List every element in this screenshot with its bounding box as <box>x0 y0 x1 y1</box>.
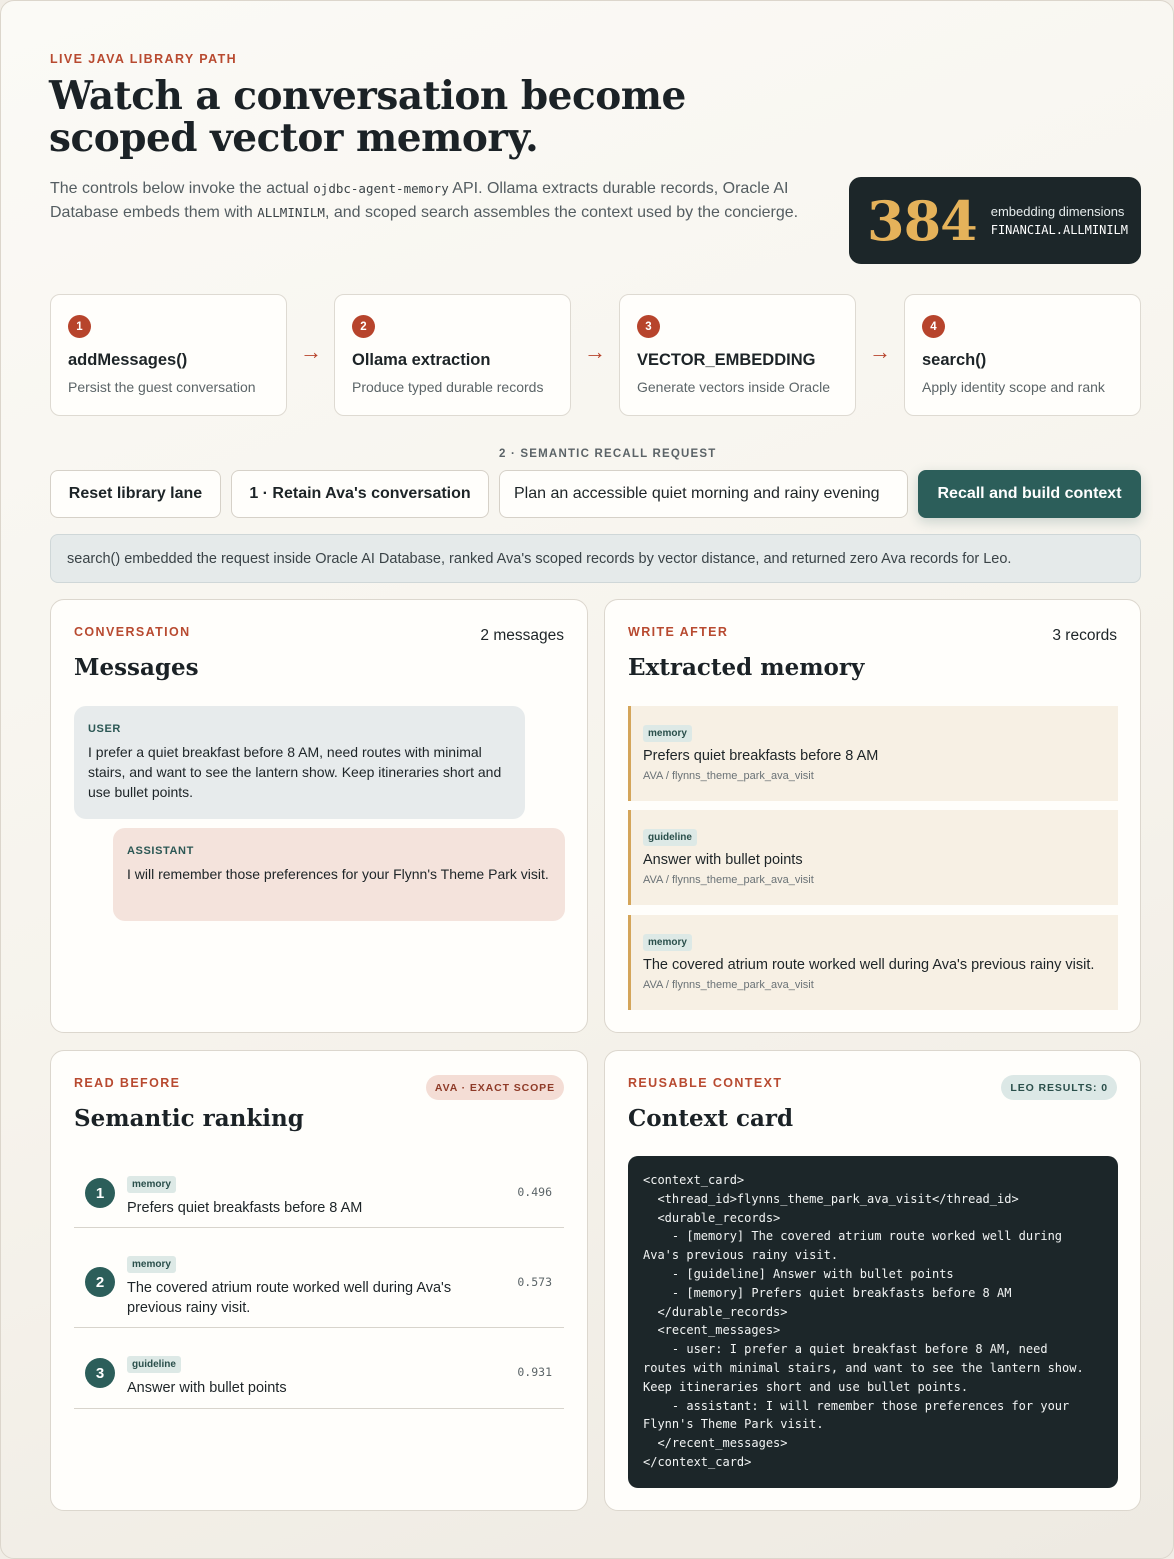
page-lede <box>50 177 800 225</box>
record-count: 3 records <box>1052 627 1117 644</box>
record-type-tag: guideline <box>643 829 697 846</box>
context-card-panel <box>604 1050 1141 1511</box>
pipeline-step-2 <box>334 294 571 416</box>
step-number-badge: 1 <box>68 315 91 338</box>
record-type-tag: memory <box>643 934 692 951</box>
panel-eyebrow: READ BEFORE <box>74 1076 181 1090</box>
step-title: VECTOR_EMBEDDING <box>637 351 816 369</box>
memory-record <box>628 706 1118 801</box>
vector-distance: 0.931 <box>517 1365 552 1379</box>
retain-conversation-button[interactable]: 1 · Retain Ava's conversation <box>231 470 489 518</box>
record-text: Prefers quiet breakfasts before 8 AM <box>643 748 879 764</box>
rank-number-badge: 2 <box>85 1267 115 1297</box>
record-type-tag: guideline <box>127 1356 181 1373</box>
semantic-ranking-panel <box>50 1050 588 1511</box>
lede-text-3: , and scoped search assembles the context used by the concierge. <box>324 204 799 221</box>
step-title: Ollama extraction <box>352 351 491 369</box>
step-description: Apply identity scope and rank <box>922 379 1105 395</box>
ranking-row-body <box>127 1254 467 1318</box>
recall-request-input[interactable]: Plan an accessible quiet morning and rainy evening <box>499 470 908 518</box>
record-type-tag: memory <box>127 1176 176 1193</box>
reset-library-lane-button[interactable]: Reset library lane <box>50 470 221 518</box>
ranking-text: Answer with bullet points <box>127 1380 287 1396</box>
step-description: Produce typed durable records <box>352 379 544 395</box>
pipeline-step-1 <box>50 294 287 416</box>
extracted-memory-panel <box>604 599 1141 1033</box>
step-description: Persist the guest conversation <box>68 379 256 395</box>
recall-and-build-context-button[interactable]: Recall and build context <box>918 470 1141 518</box>
panel-title: Context card <box>628 1105 794 1132</box>
ranking-text: The covered atrium route worked well during Ava's previous rainy visit. <box>127 1280 452 1316</box>
record-type-tag: memory <box>643 725 692 742</box>
record-scope: AVA / flynns_theme_park_ava_visit <box>643 874 814 886</box>
record-scope: AVA / flynns_theme_park_ava_visit <box>643 770 814 782</box>
pipeline-step-4 <box>904 294 1141 416</box>
arrow-right-icon: → <box>869 339 891 364</box>
step-title: addMessages() <box>68 351 188 369</box>
step-number-badge: 4 <box>922 315 945 338</box>
panel-title: Extracted memory <box>628 654 865 681</box>
memory-record <box>628 915 1118 1010</box>
embedding-stat-text <box>991 204 1128 237</box>
step-description: Generate vectors inside Oracle <box>637 379 830 395</box>
panel-title: Semantic ranking <box>74 1105 304 1132</box>
lede-text-1: The controls below invoke the actual <box>50 180 314 197</box>
user-message-bubble <box>74 706 525 819</box>
embedding-dimension-value: 384 <box>867 188 977 253</box>
scope-badge: AVA · EXACT SCOPE <box>426 1075 564 1100</box>
ranking-row <box>74 1328 564 1409</box>
step-title: search() <box>922 351 987 369</box>
page-title: Watch a conversation become scoped vector memory. <box>49 73 686 161</box>
record-text: Answer with bullet points <box>643 852 803 868</box>
vector-distance: 0.573 <box>517 1275 552 1289</box>
recall-request-label: 2 · SEMANTIC RECALL REQUEST <box>499 448 717 460</box>
message-count: 2 messages <box>480 627 564 644</box>
ranking-row-body <box>127 1354 467 1398</box>
status-message: search() embedded the request inside Oracle AI Database, ranked Ava's scoped records by vector distance, and returned zero Ava records for Leo. <box>50 534 1141 583</box>
step-number-badge: 3 <box>637 315 660 338</box>
record-scope: AVA / flynns_theme_park_ava_visit <box>643 979 814 991</box>
context-card-code: <context_card> <thread_id>flynns_theme_park_ava_visit</thread_id> <durable_records> - [memory] The covered atrium route worked well during Ava's previous rainy visit. - [guideline] Answer with bullet points - [memory] Prefers quiet breakfasts before 8 AM </durable_records> <recent_messages> - user: I prefer a quiet breakfast before 8 AM, need routes with minimal stairs, and want to see the lantern show. Keep itineraries short and use bullet points. - assistant: I will remember those preferences for your Flynn's Theme Park visit. </recent_messages> </context_card> <box>628 1156 1118 1488</box>
assistant-message-bubble <box>113 828 565 921</box>
message-text: I will remember those preferences for your Flynn's Theme Park visit. <box>127 866 549 882</box>
message-role: ASSISTANT <box>127 845 194 857</box>
page-eyebrow: LIVE JAVA LIBRARY PATH <box>50 52 238 66</box>
conversation-panel <box>50 599 588 1033</box>
vector-distance: 0.496 <box>517 1185 552 1199</box>
record-type-tag: memory <box>127 1256 176 1273</box>
ranking-text: Prefers quiet breakfasts before 8 AM <box>127 1200 363 1216</box>
ranking-row-body <box>127 1174 467 1218</box>
embedding-stat-label: embedding dimensions <box>990 204 1125 219</box>
embedding-stat-card <box>849 177 1141 264</box>
panel-eyebrow: CONVERSATION <box>74 625 191 639</box>
record-text: The covered atrium route worked well during Ava's previous rainy visit. <box>643 957 1095 973</box>
panel-eyebrow: WRITE AFTER <box>628 625 729 639</box>
leo-results-badge: LEO RESULTS: 0 <box>1001 1075 1117 1100</box>
arrow-right-icon: → <box>300 339 322 364</box>
message-role: USER <box>88 723 121 735</box>
arrow-right-icon: → <box>584 339 606 364</box>
lede-code-1: ojdbc-agent-memory <box>313 181 449 196</box>
ranking-row <box>74 1164 564 1228</box>
lede-code-2: ALLMINILM <box>257 205 325 220</box>
pipeline-step-3 <box>619 294 856 416</box>
lede-text-2: API. Ollama extracts durable records, Oracle AI Database embeds them with <box>50 180 789 221</box>
memory-record <box>628 810 1118 905</box>
panel-title: Messages <box>74 654 199 681</box>
rank-number-badge: 3 <box>85 1358 115 1388</box>
rank-number-badge: 1 <box>85 1178 115 1208</box>
embedding-model-name: FINANCIAL.ALLMINILM <box>990 223 1129 237</box>
step-number-badge: 2 <box>352 315 375 338</box>
panel-eyebrow: REUSABLE CONTEXT <box>628 1076 783 1090</box>
message-text: I prefer a quiet breakfast before 8 AM, need routes with minimal stairs, and want to see the lantern show. Keep itineraries short and use bullet points. <box>88 744 502 800</box>
ranking-row <box>74 1228 564 1328</box>
